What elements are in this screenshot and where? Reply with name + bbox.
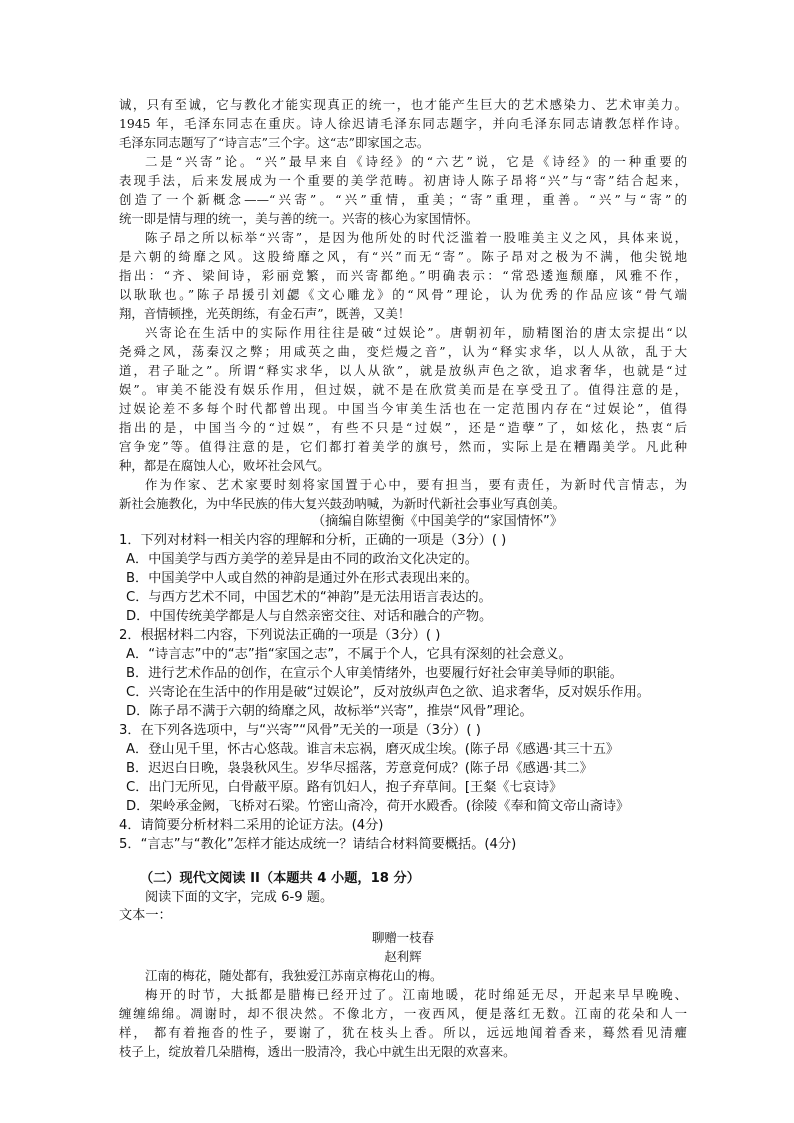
passage-line: 陈子昂之所以标举“兴寄”，是因为他所处的时代泛滥着一股唯美主义之风，具体来说， [145, 230, 687, 245]
option-c: C．与西方艺术不同，中国艺术的“神韵”是无法用语言表达的。 [126, 590, 492, 605]
option-c: C．兴寄论在生活中的作用是破“过娱论”，反对放纵声色之欲、追求奢华，反对娱乐作用。 [126, 685, 650, 700]
section-heading: （二）现代文阅读 II（本题共 4 小题，18 分） [140, 871, 420, 886]
passage-line: 翔，音情顿挫，光英朗练，有金石声”，既善，又美！ [119, 306, 411, 321]
option-c: C．出门无所见，白骨蔽平原。路有饥妇人，抱子弃草间。[王粲《七哀诗》 [126, 780, 563, 795]
text-label: 文本一： [119, 908, 172, 923]
article-author: 赵利辉 [384, 949, 422, 964]
passage-line: 毛泽东同志题写了“诗言志”三个字。这“志”即家国之志。 [119, 135, 430, 150]
passage-line: 尧舜之风，荡秦汉之弊；用咸英之曲，变烂熳之音”，认为“释实求华，以人从欲，乱于大 [119, 344, 687, 359]
passage-line: 过娱论差不多每个时代都曾出现。中国当今审美生活也在一定范围内存在“过娱论”，值得 [119, 401, 687, 416]
question-stem: 1．下列对材料一相关内容的理解和分析，正确的一项是（3分）( ) [119, 533, 507, 548]
passage-line: 道，君子耻之”。所谓“释实求华，以人从欲”，就是放纵声色之欲，追求奢华，也就是“过 [119, 363, 687, 378]
passage-line: 创造了一个新概念——“兴寄”。“兴”重情，重美；“寄”重理，重善。“兴”与“寄”的 [119, 192, 687, 207]
question-stem: 2．根据材料二内容，下列说法正确的一项是（3分）( ) [119, 628, 441, 643]
option-a: A．中国美学与西方美学的差异是由不同的政治文化决定的。 [126, 552, 478, 567]
question-stem: 3．在下列各选项中，与“兴寄”“风骨”无关的一项是（3分）( ) [119, 723, 481, 738]
passage-line: 宫争宠”等。值得注意的是，它们都打着美学的旗号，然而，实际上是在糟蹋美学。凡此种 [119, 439, 687, 454]
passage-line: 诚，只有至诚，它与教化才能实现真正的统一，也才能产生巨大的艺术感染力、艺术审美力。 [119, 97, 687, 112]
passage-line: 指出：“齐、梁间诗，彩丽竞繁，而兴寄都绝。”明确表示：“常恐逶迤颓靡，风雅不作， [119, 268, 687, 283]
passage-line: 种，都是在腐蚀人心，败坏社会风气。 [119, 458, 330, 473]
option-b: B．进行艺术作品的创作，在宣示个人审美情绪外，也要履行好社会审美导师的职能。 [126, 666, 623, 681]
article-line: 梅开的时节，大抵都是腊梅已经开过了。江南地暖，花时绵延无尽，开起来早早晚晚、 [145, 987, 687, 1002]
passage-line: 二是“兴寄”论。“兴”最早来自《诗经》的“六艺”说，它是《诗经》的一种重要的 [145, 154, 687, 169]
passage-line: 以耿耿也。”陈子昂援引刘勰《文心雕龙》的“风骨”理论，认为优秀的作品应该“骨气端 [119, 287, 687, 302]
passage-line: 是六朝的绮靡之风。这股绮靡之风，有“兴”而无“寄”。陈子昂对之极为不满，他尖锐地 [119, 249, 687, 264]
option-b: B．中国美学中人或自然的神韵是通过外在形式表现出来的。 [126, 571, 478, 586]
option-d: D．陈子昂不满于六朝的绮靡之风，故标举“兴寄”，推崇“风骨”理论。 [126, 704, 533, 719]
article-line: 样， 都有着拖沓的性子，要谢了，犹在枝头上香。所以，远远地闻着香来，蓦然看见清癯 [119, 1025, 687, 1040]
passage-line: 统一即是情与理的统一，美与善的统一。兴寄的核心为家国情怀。 [119, 211, 479, 226]
passage-line: 表现手法，后来发展成为一个重要的美学范畴。初唐诗人陈子昂将“兴”与“寄”结合起来， [119, 173, 687, 188]
article-title: 聊赠一枝春 [372, 930, 434, 945]
option-a: A．登山见千里，怀古心悠哉。谁言未忘祸，磨灭成尘埃。(陈子昂《感遇·其三十五》 [126, 742, 620, 757]
option-d: D．架岭承金阙，飞桥对石梁。竹密山斋冷，荷开水殿香。(徐陵《奉和简文帝山斋诗》 [126, 799, 630, 814]
passage-line: 作为作家、艺术家要时刻将家国置于心中，要有担当，要有责任，为新时代言情志，为 [145, 477, 687, 492]
passage-line: 娱”。审美不能没有娱乐作用，但过娱，就不是在欣赏美而是在享受丑了。值得注意的是， [119, 382, 687, 397]
passage-line: 新社会施教化，为中华民族的伟大复兴鼓劲呐喊，为新时代新社会事业写真创美。 [119, 496, 566, 511]
article-line: 枝子上，绽放着几朵腊梅，透出一股清冷，我心中就生出无限的欢喜来。 [119, 1044, 516, 1059]
article-line: 缠缠绵绵。凋谢时，却不很决然。不像北方，一夜西风，便是落红无数。江南的花朵和人一 [119, 1006, 687, 1021]
question-stem: 5．“言志”与“教化”怎样才能达成统一？请结合材料简要概括。(4分) [119, 837, 517, 852]
passage-line: 指出的是，中国当今的“过娱”，有些不只是“过娱”，还是“造孽”了，如炫化，热衷“后 [119, 420, 687, 435]
question-stem: 4．请简要分析材料二采用的论证方法。(4分) [119, 818, 384, 833]
option-b: B．迟迟白日晚，袅袅秋风生。岁华尽摇落，芳意竟何成？(陈子昂《感遇·其二》 [126, 761, 593, 776]
article-line: 江南的梅花，随处都有，我独爱江苏南京梅花山的梅。 [145, 968, 443, 983]
section-instruction: 阅读下面的文字，完成 6-9 题。 [145, 890, 334, 905]
source-citation: （摘编自陈望衡《中国美学的“家国情怀”》 [312, 514, 564, 529]
option-a: A．“诗言志”中的“志”指“家国之志”，不属于个人，它具有深刻的社会意义。 [126, 647, 572, 662]
passage-line: 1945 年，毛泽东同志在重庆。诗人徐迟请毛泽东同志题字，并向毛泽东同志请教怎样作诗。 [119, 116, 687, 131]
option-d: D．中国传统美学都是人与自然亲密交往、对话和融合的产物。 [126, 609, 493, 624]
passage-line: 兴寄论在生活中的实际作用往往是破“过娱论”。唐朝初年，励精图治的唐太宗提出“以 [145, 325, 687, 340]
